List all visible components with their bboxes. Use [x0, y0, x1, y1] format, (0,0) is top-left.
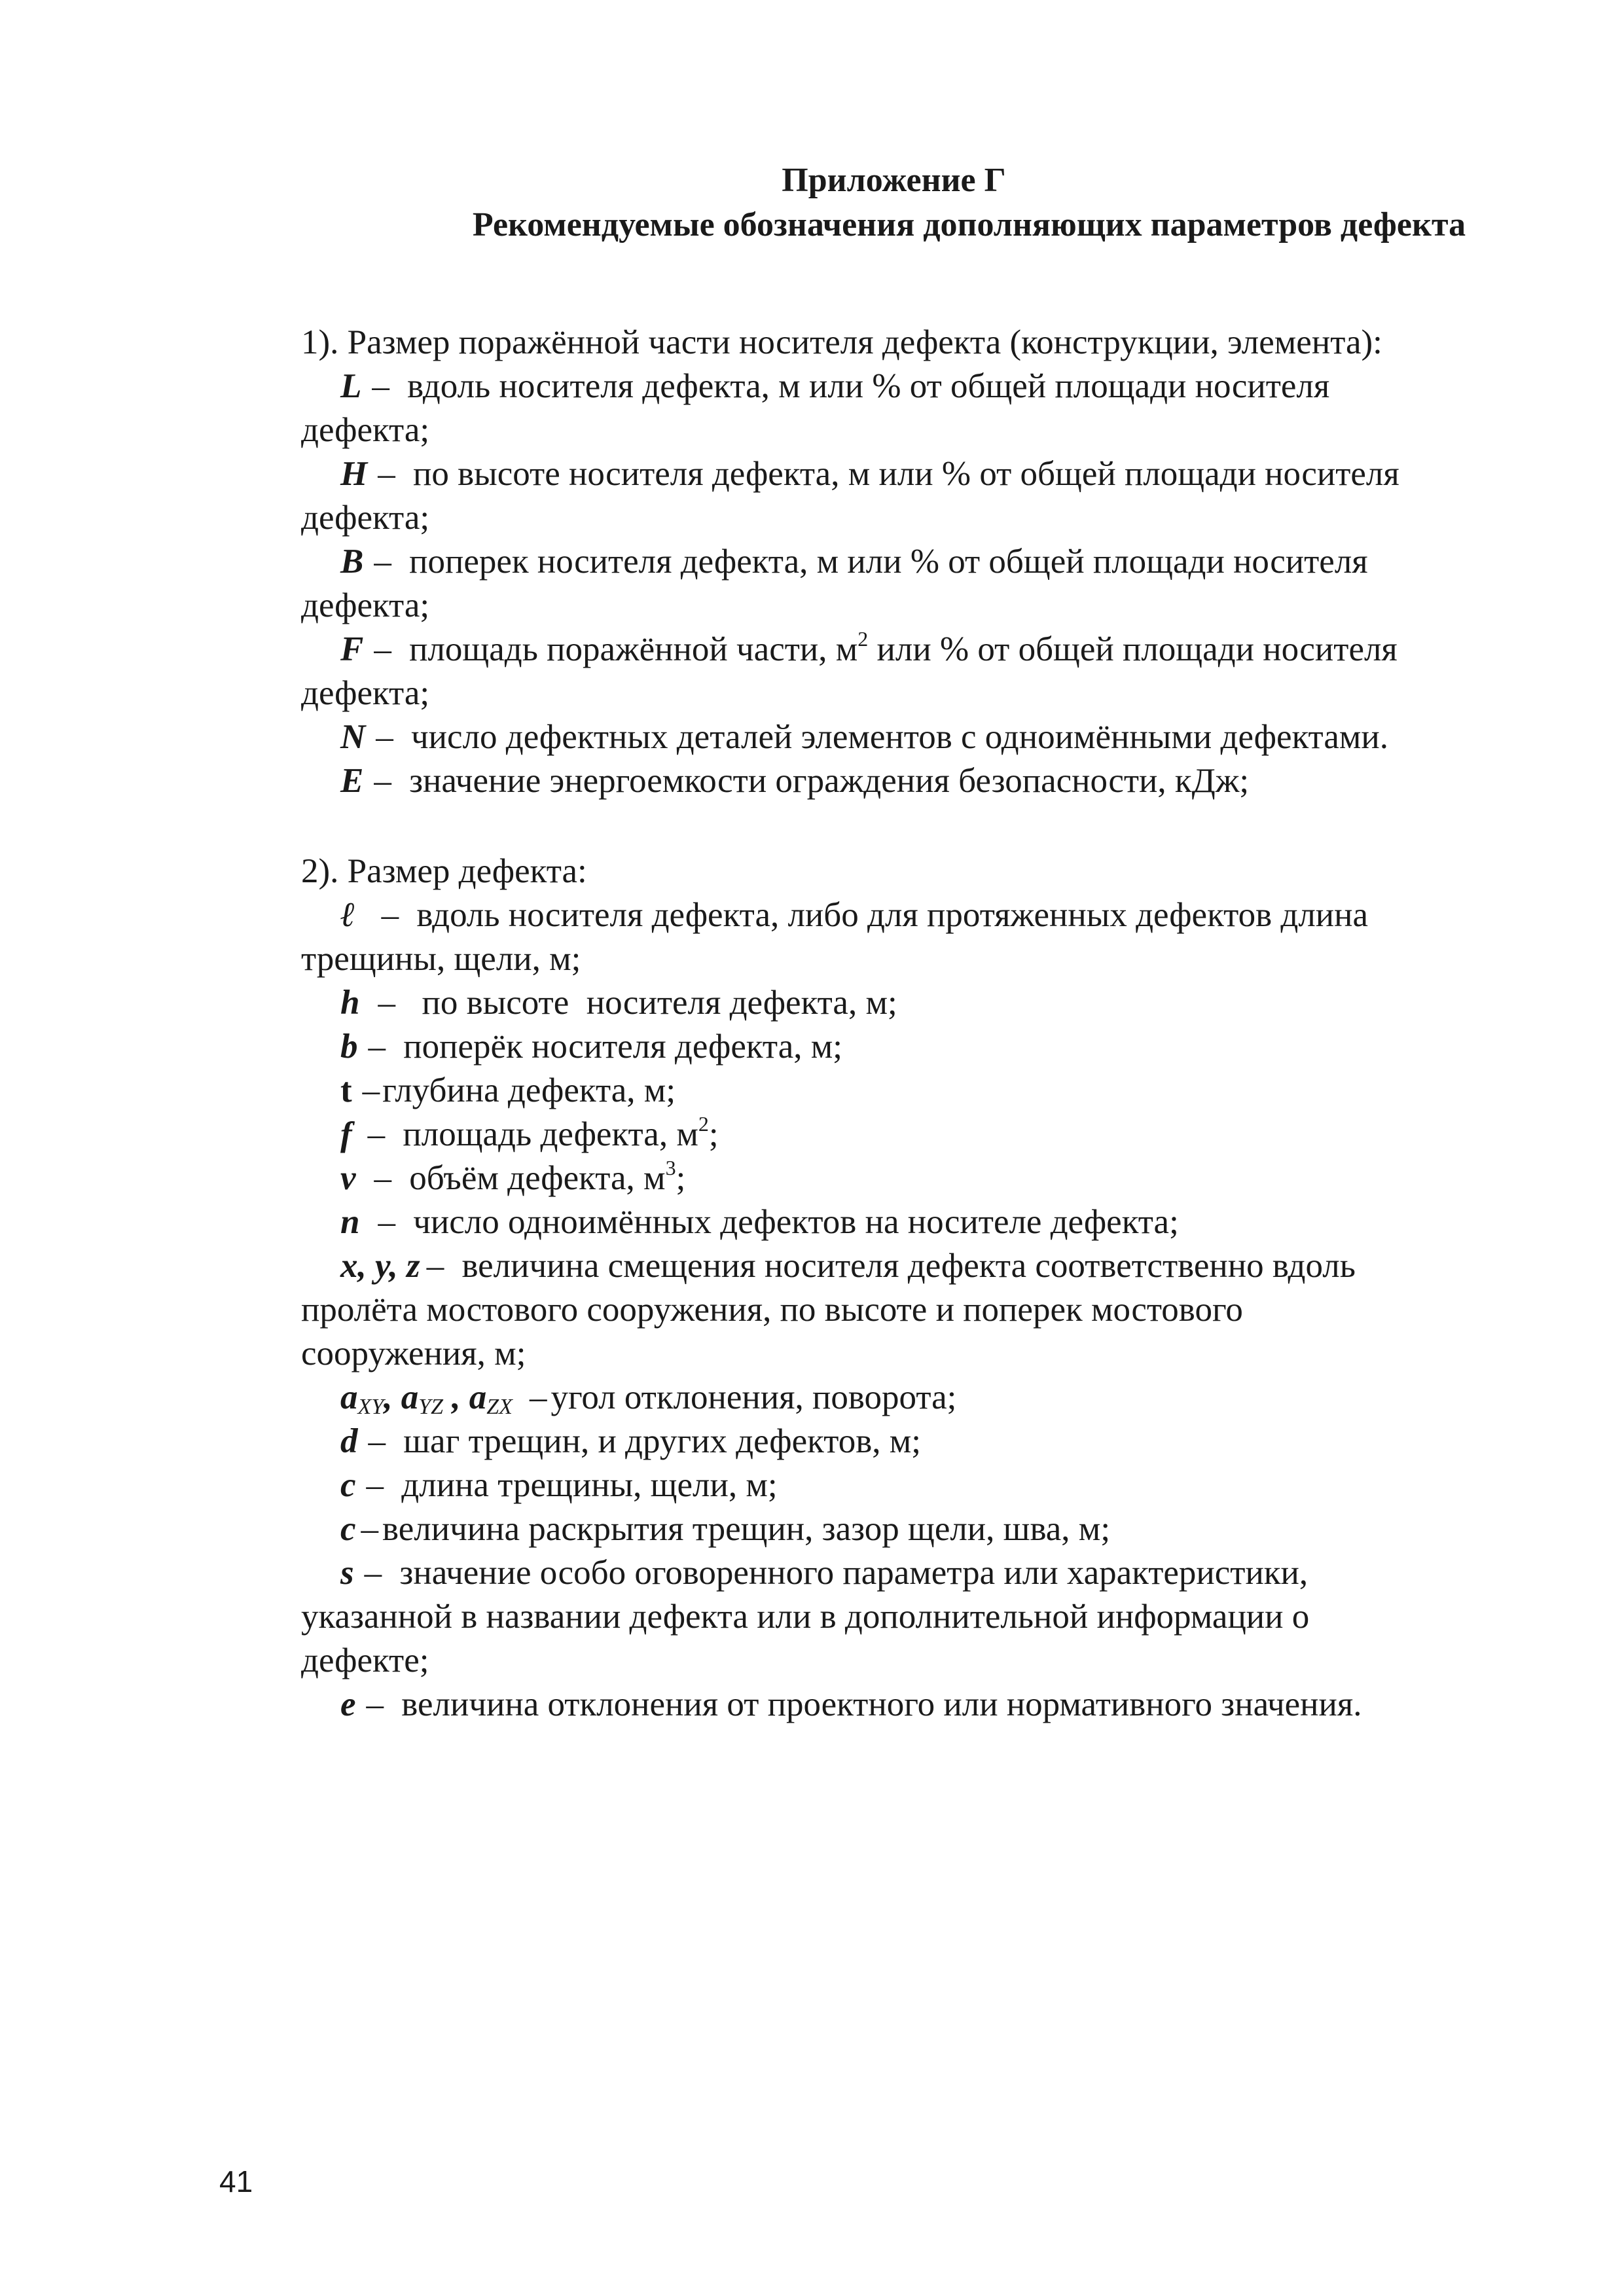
definition: величина раскрытия трещин, зазор щели, шва, м; — [382, 1510, 1111, 1548]
definition-pre: объём дефекта, м — [409, 1159, 666, 1197]
definition-continued-2: сооружения, м; — [301, 1335, 526, 1372]
symbol: N — [340, 718, 366, 756]
definition-continued-2: дефекте; — [301, 1641, 429, 1679]
subscript-yz: YZ — [418, 1395, 444, 1419]
symbol: c — [340, 1466, 356, 1504]
definition-post: или % от общей площади носителя — [868, 630, 1398, 668]
definition-pre: площадь дефекта, м — [403, 1115, 698, 1153]
symbol: e — [340, 1685, 356, 1723]
symbol: F — [340, 630, 364, 668]
param-h: h – по высоте носителя дефекта, м; — [340, 984, 897, 1022]
param-t: t –глубина дефекта, м; — [340, 1071, 676, 1109]
symbol: d — [340, 1422, 358, 1460]
symbol: t — [340, 1071, 352, 1109]
definition: угол отклонения, поворота; — [550, 1378, 957, 1416]
param-c-length: c – длина трещины, щели, м; — [340, 1466, 778, 1504]
definition-post: ; — [708, 1115, 719, 1153]
param-s: s – значение особо оговоренного параметра или характеристики, указанной в названии дефекта или в дополнительной информации о дефекте; — [301, 1551, 1532, 1683]
definition-continued: дефекта; — [301, 499, 430, 537]
param-xyz: x, y, z – величина смещения носителя дефекта соответственно вдоль пролёта мостового сооружения, по высоте и поперек мостового сооружения, м; — [301, 1244, 1532, 1376]
symbol: B — [340, 543, 364, 581]
definition: значение особо оговоренного параметра или характеристики, — [399, 1554, 1308, 1592]
param-d: d – шаг трещин, и других дефектов, м; — [340, 1422, 921, 1460]
definition-continued: дефекта; — [301, 674, 430, 712]
symbol: f — [340, 1115, 352, 1153]
definition: шаг трещин, и других дефектов, м; — [403, 1422, 921, 1460]
param-angles: $a_{XY}$, $a_{YZ}$ , $a_{ZX}$ – угол отклонения, поворота; — [340, 1378, 957, 1419]
appendix-title: Приложение Г — [782, 162, 1006, 199]
definition-continued: трещины, щели, м; — [301, 940, 581, 978]
param-f: f – площадь дефекта, $м^2$; — [340, 1112, 719, 1153]
symbol: L — [340, 367, 362, 405]
section-1-heading: 1). Размер поражённой части носителя дефекта (конструкции, элемента): — [301, 323, 1382, 361]
definition-continued-1: пролёта мостового сооружения, по высоте и поперек мостового — [301, 1291, 1243, 1329]
definition: число дефектных деталей элементов с одноимёнными дефектами. — [411, 718, 1389, 756]
definition: вдоль носителя дефекта, либо для протяженных дефектов длина — [416, 896, 1369, 934]
definition-continued-1: указанной в названии дефекта или в дополнительной информации о — [301, 1598, 1310, 1636]
superscript: 2 — [857, 627, 869, 651]
definition-continued: дефекта; — [301, 411, 430, 449]
symbol: s — [340, 1554, 354, 1592]
param-n: n – число одноимённых дефектов на носителе дефекта; — [340, 1203, 1179, 1241]
subscript-xy: XY — [357, 1395, 384, 1419]
definition: поперек носителя дефекта, м или % от общей площади носителя — [409, 543, 1368, 581]
param-e: e – величина отклонения от проектного или нормативного значения. — [340, 1685, 1362, 1723]
symbol-a-xy: a — [340, 1378, 358, 1416]
definition-post: ; — [676, 1159, 686, 1197]
definition: по высоте носителя дефекта, м; — [413, 984, 897, 1022]
symbol: b — [340, 1028, 358, 1066]
section-1 — [301, 321, 1532, 803]
section-2 — [301, 850, 1532, 1727]
section-2-heading: 2). Размер дефекта: — [301, 852, 587, 890]
definition: поперёк носителя дефекта, м; — [403, 1028, 843, 1066]
symbol: h — [340, 984, 360, 1022]
param-v: v – объём дефекта, $м^3$; — [340, 1156, 686, 1197]
definition: глубина дефекта, м; — [382, 1071, 676, 1109]
symbol: x, y, z — [340, 1247, 420, 1285]
definition: величина смещения носителя дефекта соответственно вдоль — [461, 1247, 1356, 1285]
definition: по высоте носителя дефекта, м или % от общей площади носителя — [412, 455, 1399, 493]
param-B: B – поперек носителя дефекта, м или % от общей площади носителя дефекта; — [301, 540, 1532, 628]
param-N: N – число дефектных деталей элементов с одноимёнными дефектами. — [340, 718, 1389, 756]
appendix-subtitle: Рекомендуемые обозначения дополняющих параметров дефекта — [472, 206, 1466, 243]
subscript-zx: ZX — [486, 1395, 513, 1419]
symbol: n — [340, 1203, 360, 1241]
superscript: 3 — [665, 1156, 676, 1179]
superscript: 2 — [698, 1112, 709, 1136]
param-b: b – поперёк носителя дефекта, м; — [340, 1028, 843, 1066]
param-F: F – площадь поражённой части, $м^2$ или % от общей площади носителя дефекта; — [301, 628, 1532, 715]
definition-pre: площадь поражённой части, м — [409, 630, 858, 668]
definition: вдоль носителя дефекта, м или % от общей площади носителя — [407, 367, 1330, 405]
symbol: v — [340, 1159, 356, 1197]
definition: величина отклонения от проектного или нормативного значения. — [401, 1685, 1362, 1723]
param-E: E – значение энергоемкости ограждения безопасности, кДж; — [340, 762, 1250, 800]
symbol-a-zx: a — [469, 1378, 487, 1416]
separator-2: , — [443, 1378, 469, 1416]
definition-continued: дефекта; — [301, 586, 430, 624]
separator-1: , — [384, 1378, 401, 1416]
param-c-opening: c – величина раскрытия трещин, зазор щели, шва, м; — [340, 1510, 1111, 1548]
symbol-a-yz: a — [401, 1378, 419, 1416]
definition: значение энергоемкости ограждения безопасности, кДж; — [409, 762, 1250, 800]
symbol: ℓ — [340, 896, 355, 934]
symbol: c — [340, 1510, 356, 1548]
page-number: 41 — [219, 2164, 253, 2198]
symbol: H — [340, 455, 368, 493]
param-L: L – вдоль носителя дефекта, м или % от общей площади носителя дефекта; — [301, 365, 1532, 452]
definition: число одноимённых дефектов на носителе дефекта; — [413, 1203, 1179, 1241]
param-l: ℓ – вдоль носителя дефекта, либо для протяженных дефектов длина трещины, щели, м; — [301, 893, 1532, 981]
definition: длина трещины, щели, м; — [401, 1466, 778, 1504]
param-H: H – по высоте носителя дефекта, м или % от общей площади носителя дефекта; — [301, 452, 1532, 540]
symbol: E — [340, 762, 364, 800]
